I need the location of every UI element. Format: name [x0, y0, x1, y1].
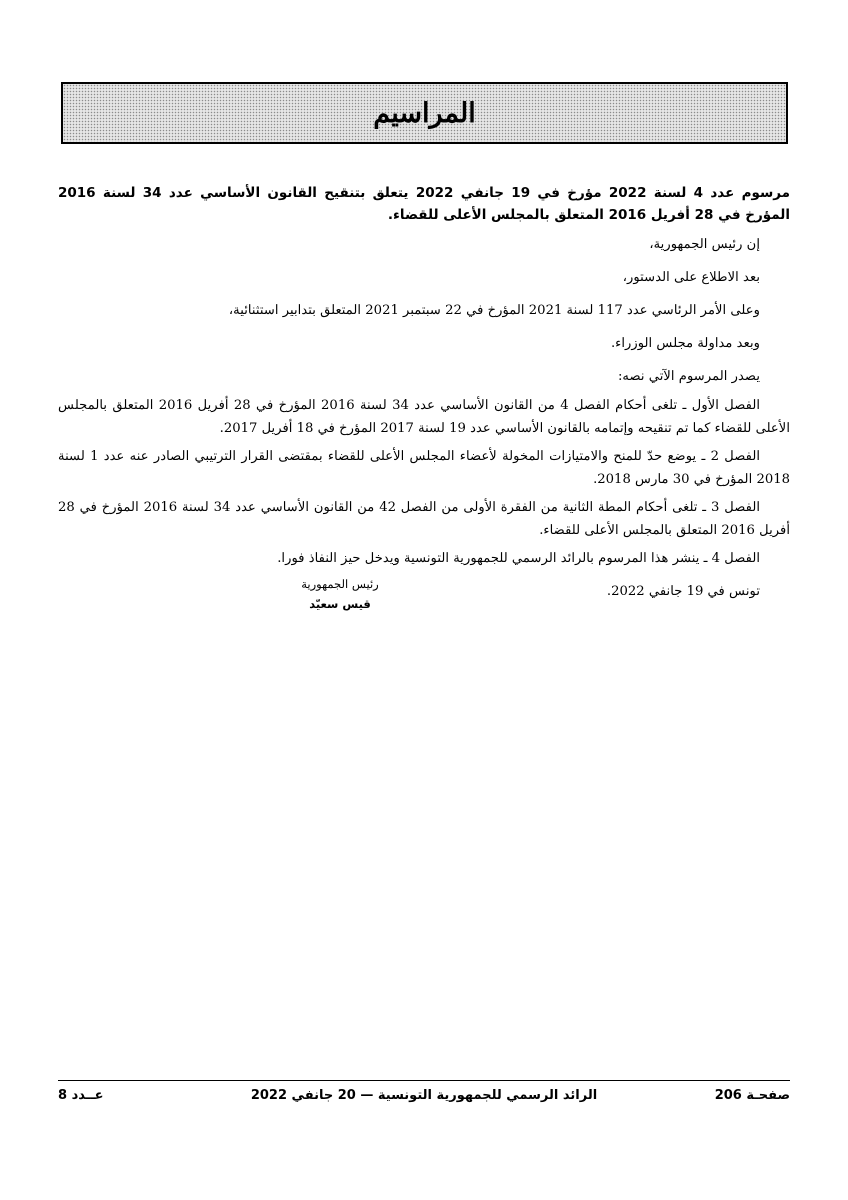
article-1 [58, 394, 790, 440]
article-3 [58, 496, 790, 542]
article-text: الفصل الأول ـ تلغى أحكام الفصل 4 من القانون الأساسي عدد 34 لسنة 2016 المؤرخ في 28 أفريل 2016 المتعلق بالمجلس الأعلى للقضاء كما تم تنقيحه وإتمامه بالقانون الأساسي عدد 19 لسنة 2017 المؤرخ في 18 أفريل 2017. [58, 398, 790, 436]
place-date: تونس في 19 جانفي 2022. [606, 584, 760, 599]
page-footer [58, 1088, 790, 1110]
section-banner [61, 82, 788, 144]
issue-number: عــدد 8 [58, 1088, 104, 1103]
article-4: الفصل 4 ـ ينشر هذا المرسوم بالرائد الرسمي للجمهورية التونسية ويدخل حيز النفاذ فورا. [277, 551, 760, 566]
preamble-line: بعد الاطلاع على الدستور، [622, 270, 760, 285]
signature-block [270, 574, 410, 614]
article-text: الفصل 3 ـ تلغى أحكام المطة الثانية من الفقرة الأولى من الفصل 42 من القانون الأساسي عدد 34 لسنة 2016 المؤرخ في 28 أفريل 2016 المتعلق بالمجلس الأعلى للقضاء. [58, 500, 790, 538]
signatory-name: قيس سعيّد [309, 597, 371, 611]
preamble-line: وبعد مداولة مجلس الوزراء. [610, 336, 760, 351]
section-title: المراسيم [373, 97, 476, 129]
preamble-line: يصدر المرسوم الآتي نصه: [617, 369, 760, 384]
article-2 [58, 445, 790, 491]
preamble-line: وعلى الأمر الرئاسي عدد 117 لسنة 2021 المؤرخ في 22 سبتمبر 2021 المتعلق بتدابير استثنائية، [228, 303, 760, 318]
gazette-title: الرائد الرسمي للجمهورية التونسية — 20 جانفي 2022 [250, 1088, 598, 1103]
page-number: صفحـة 206 [714, 1088, 790, 1103]
decree-title: مرسوم عدد 4 لسنة 2022 مؤرخ في 19 جانفي 2022 يتعلق بتنقيح القانون الأساسي عدد 34 لسنة 2016 المؤرخ في 28 أفريل 2016 المتعلق بالمجلس الأعلى للقضاء. [58, 185, 791, 223]
decree-body [58, 182, 790, 613]
article-text: الفصل 2 ـ يوضع حدّ للمنح والامتيازات المخولة لأعضاء المجلس الأعلى للقضاء بمقتضى القرار الترتيبي الصادر عنه عدد 1 لسنة 2018 المؤرخ في 30 مارس 2018. [58, 449, 790, 487]
footer-divider [58, 1080, 790, 1081]
preamble-line: إن رئيس الجمهورية، [649, 237, 760, 252]
signatory-role: رئيس الجمهورية [301, 577, 379, 591]
